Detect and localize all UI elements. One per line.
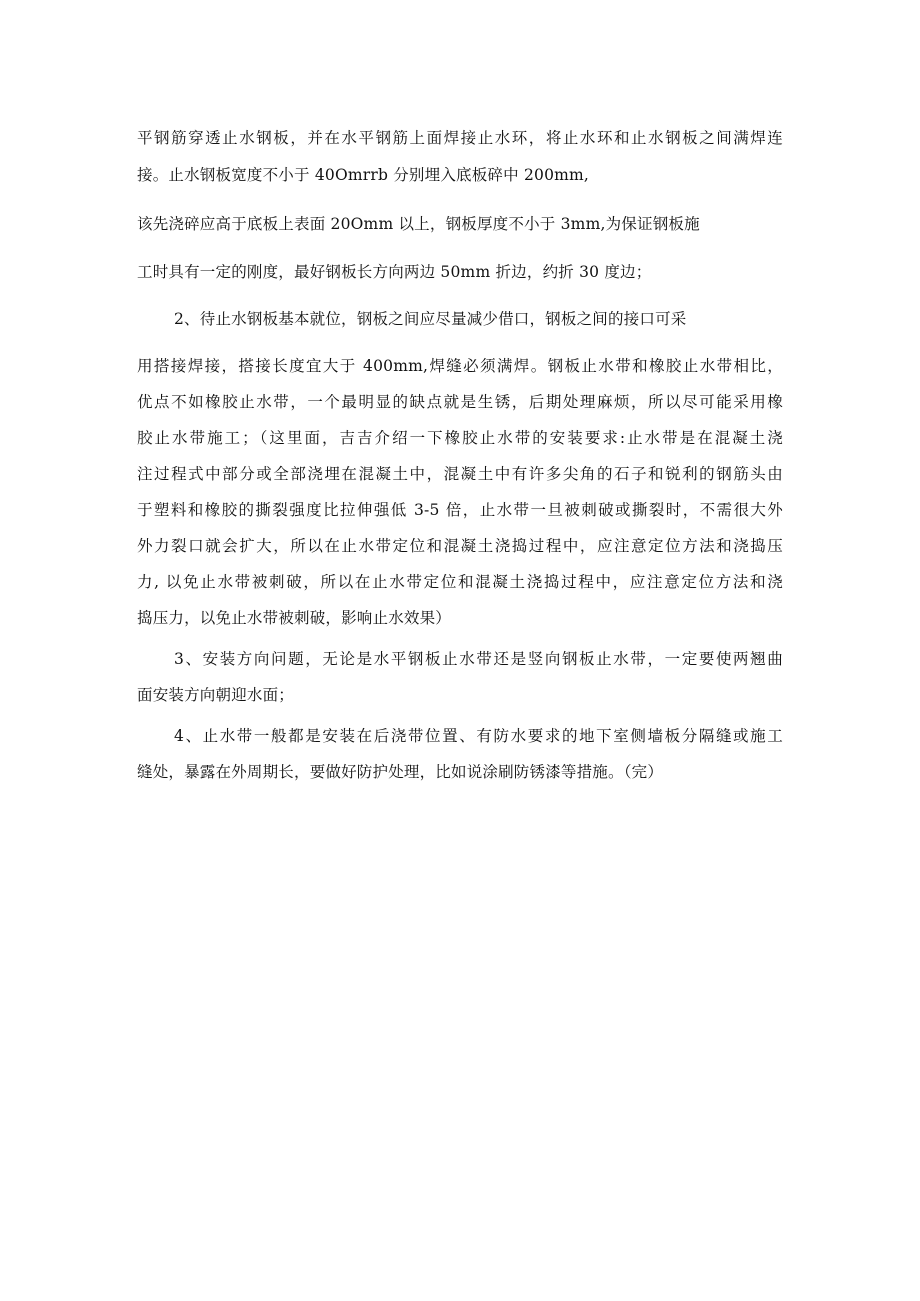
text-line-17: 缝处，暴露在外周期长，要做好防护处理，比如说涂刷防锈漆等措施。（完） <box>137 763 664 781</box>
text-line-6: 用搭接焊接，搭接长度宜大于 400mm,焊缝必须满焊。钢板止水带和橡胶止水带相比， <box>137 357 783 375</box>
text-line-7: 优点不如橡胶止水带，一个最明显的缺点就是生锈，后期处理麻烦，所以尽可能采用橡 <box>137 393 783 411</box>
text-line-10: 于塑料和橡胶的撕裂强度比拉伸强低 3-5 倍，止水带一旦被刺破或撕裂时，不需很大外 <box>137 501 783 519</box>
text-line-15: 面安装方向朝迎水面； <box>137 686 295 704</box>
text-line-8: 胶止水带施工；（这里面，吉吉介绍一下橡胶止水带的安装要求:止水带是在混凝土浇 <box>137 429 783 447</box>
text-line-12: 力, 以免止水带被刺破，所以在止水带定位和混凝土浇捣过程中，应注意定位方法和浇 <box>137 573 783 591</box>
text-line-13: 捣压力，以免止水带被刺破，影响止水效果） <box>137 609 452 627</box>
text-line-5: 2、待止水钢板基本就位，钢板之间应尽量减少借口，钢板之间的接口可采 <box>174 310 687 328</box>
text-line-11: 外力裂口就会扩大，所以在止水带定位和混凝土浇捣过程中，应注意定位方法和浇捣压 <box>137 537 783 555</box>
text-line-1: 平钢筋穿透止水钢板，并在水平钢筋上面焊接止水环，将止水环和止水钢板之间满焊连 <box>137 129 783 147</box>
text-line-4: 工时具有一定的刚度，最好钢板长方向两边 50mm 折边，约折 30 度边； <box>137 263 652 281</box>
text-line-14: 3、安装方向问题，无论是水平钢板止水带还是竖向钢板止水带，一定要使两翘曲 <box>174 650 783 668</box>
text-line-9: 注过程式中部分或全部浇埋在混凝土中，混凝土中有许多尖角的石子和锐利的钢筋头由 <box>137 465 783 483</box>
text-line-2: 接。止水钢板宽度不小于 40Omrrb 分别埋入底板碎中 200mm, <box>137 166 590 184</box>
text-line-3: 该先浇碎应高于底板上表面 20Omm 以上，钢板厚度不小于 3mm,为保证钢板施 <box>137 215 700 233</box>
text-line-16: 4、止水带一般都是安装在后浇带位置、有防水要求的地下室侧墙板分隔缝或施工 <box>174 727 783 745</box>
